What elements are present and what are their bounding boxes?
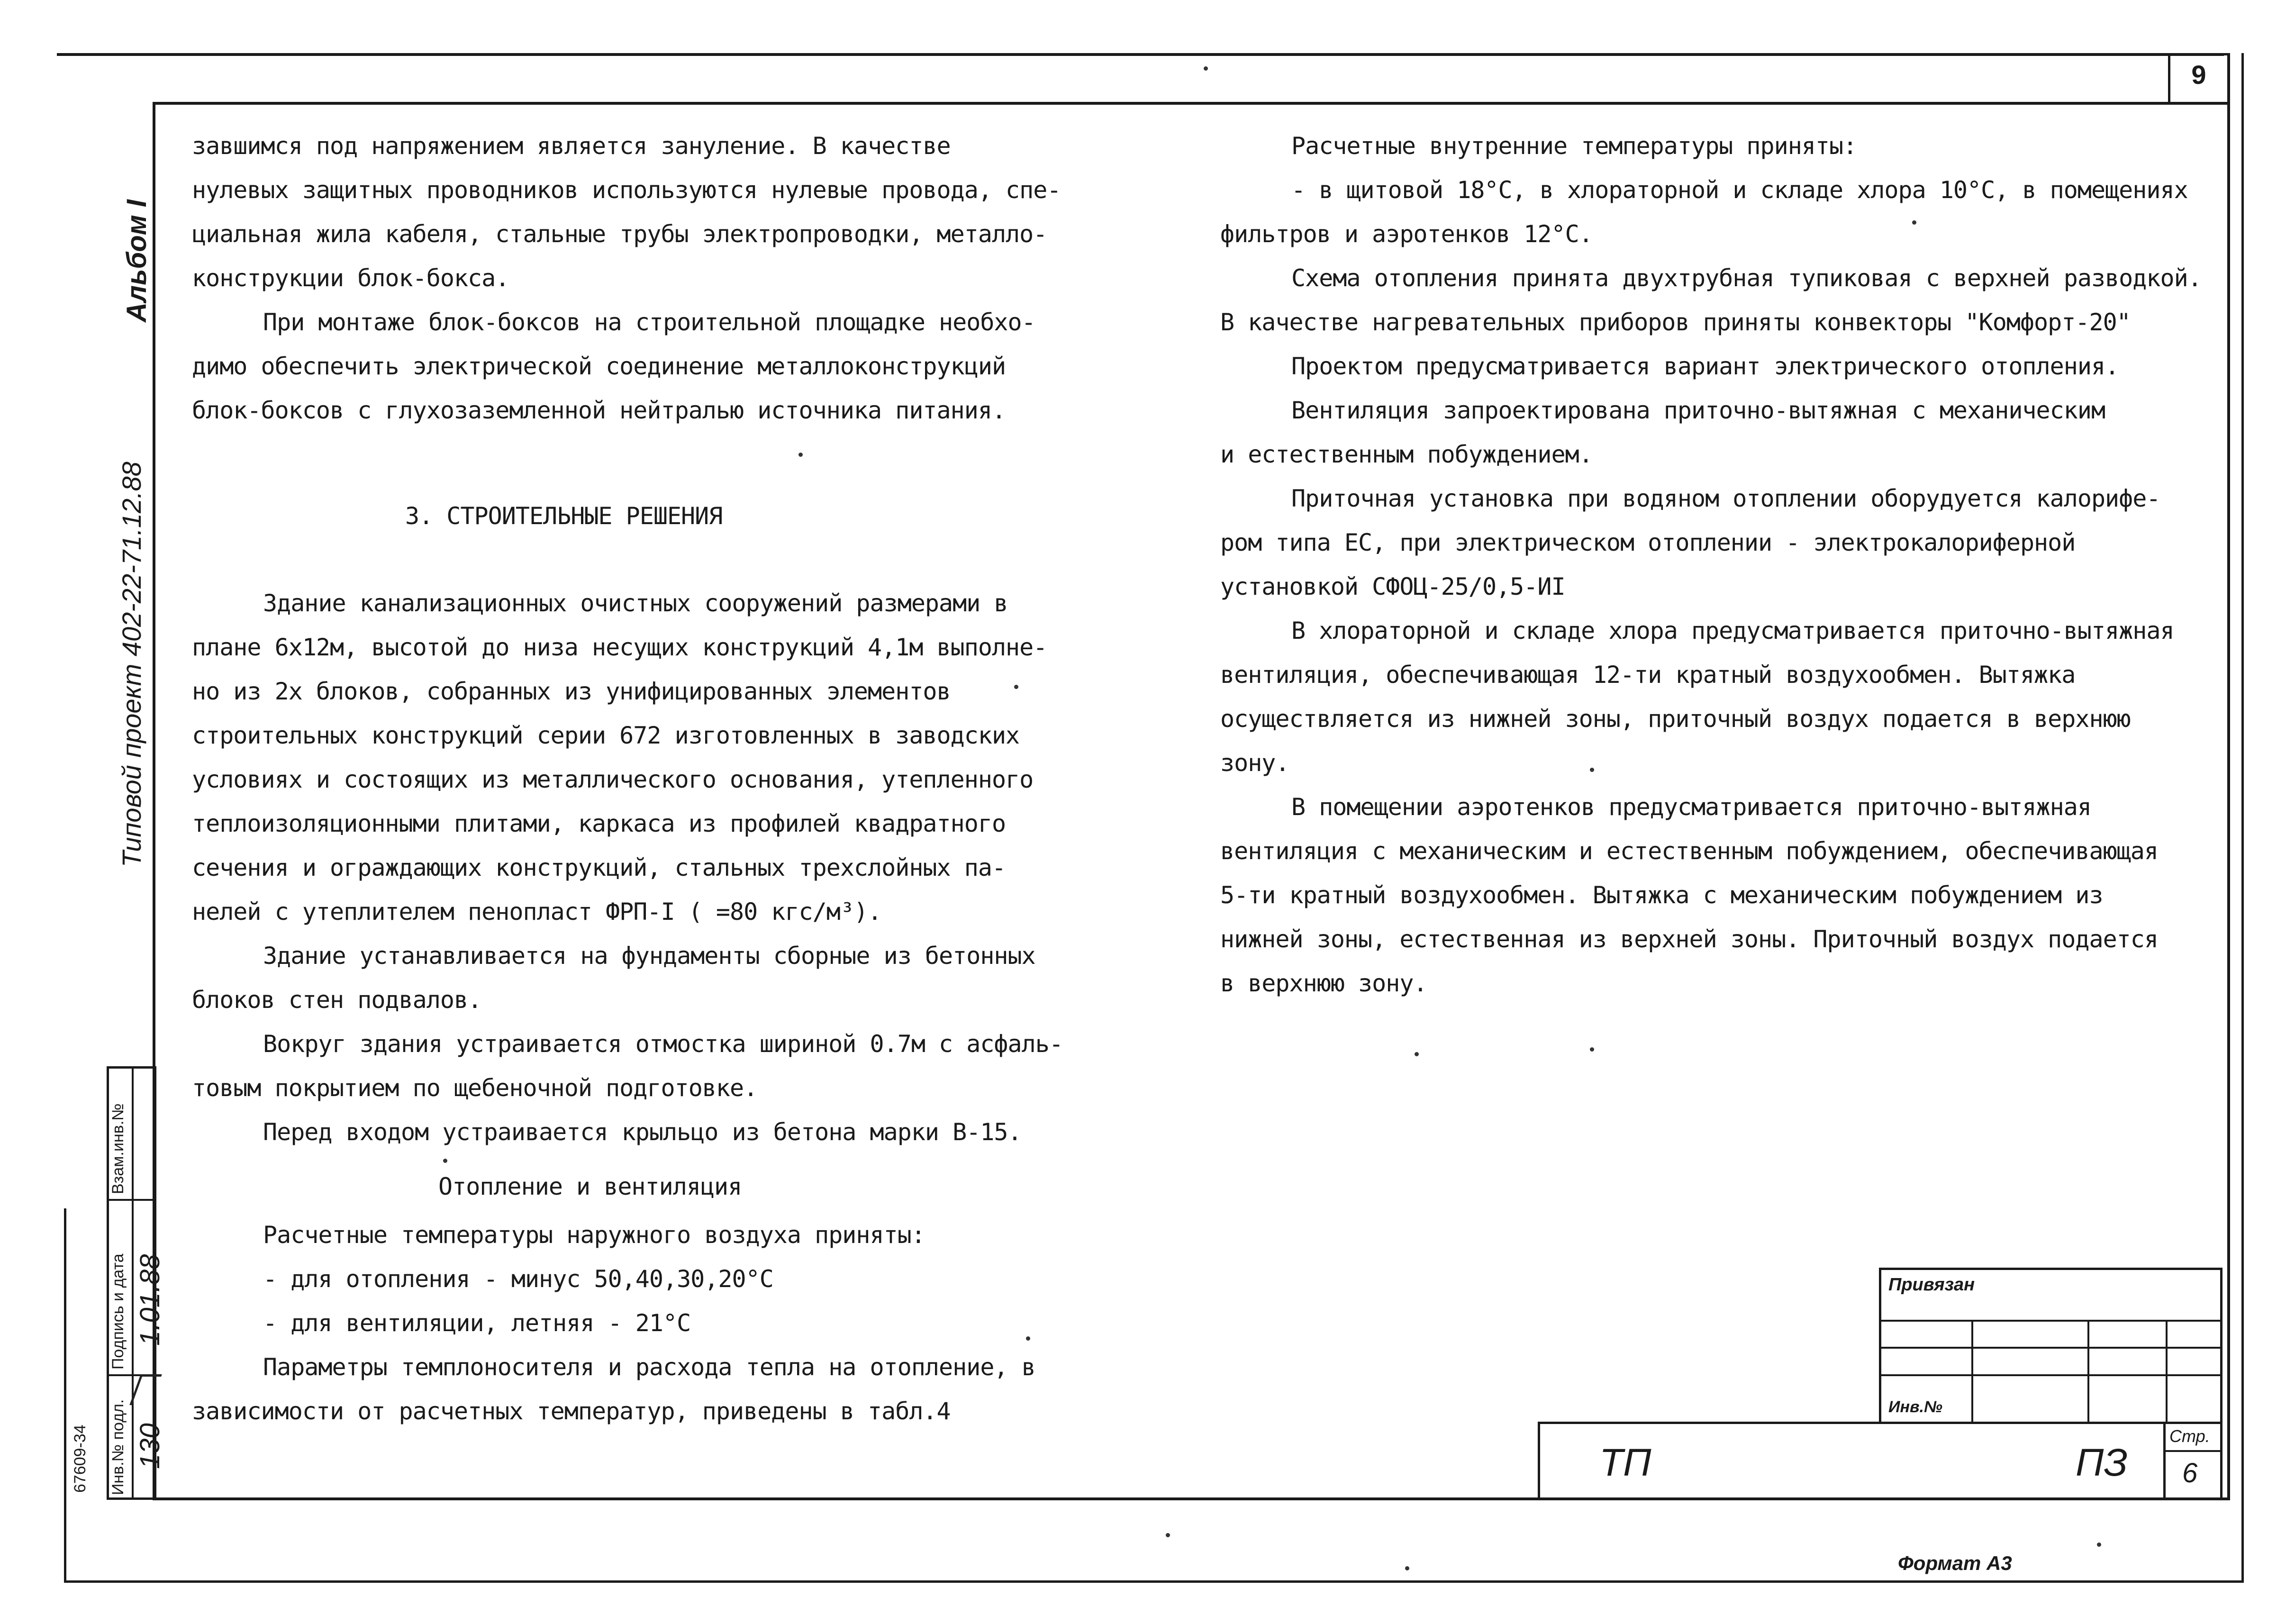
text-line: Вентиляция запроектирована приточно-вытяжная с механическим	[1291, 397, 2105, 424]
text-line: осуществляется из нижней зоны, приточный воздух подается в верхнюю	[1220, 705, 2131, 733]
frame-top-line	[153, 102, 2228, 105]
scan-speck	[1912, 220, 1916, 225]
scan-speck	[1166, 1533, 1170, 1537]
text-line: - для отопления - минус 50,40,30,20°С	[263, 1265, 773, 1293]
text-line: завшимся под напряжением является зануление. В качестве	[192, 132, 951, 160]
scan-speck	[1026, 1336, 1030, 1341]
sheet-left-line	[64, 1208, 66, 1583]
text-line: - для вентиляции, летняя - 21°С	[263, 1309, 691, 1337]
text-line: ром типа ЕС, при электрическом отоплении - электрокалориферной	[1220, 529, 2076, 556]
side-stamp-divider	[132, 1066, 134, 1500]
sheet-number: 6	[2182, 1458, 2198, 1488]
album-label: Альбом I	[121, 200, 152, 322]
privyazan-row-sep-2	[1879, 1347, 2222, 1349]
stamp-label-signature: Подпись и дата	[109, 1253, 127, 1370]
text-line: нулевых защитных проводников используются нулевые провода, спе-	[192, 176, 1061, 204]
text-line: Расчетные внутренние температуры приняты:	[1291, 132, 1857, 160]
scan-speck	[443, 1159, 447, 1163]
text-line: блоков стен подвалов.	[192, 986, 482, 1014]
text-line: нижней зоны, естественная из верхней зоны. Приточный воздух подается	[1220, 925, 2158, 953]
scan-speck	[1415, 1052, 1419, 1056]
format-label: Формат А3	[1898, 1552, 2012, 1574]
text-line: вентиляция, обеспечивающая 12-ти кратный воздухообмен. Вытяжка	[1220, 661, 2076, 689]
text-line: но из 2х блоков, собранных из унифицированных элементов	[192, 678, 951, 705]
scan-speck	[1204, 66, 1208, 71]
text-line: вентиляция с механическим и естественным побуждением, обеспечивающая	[1220, 837, 2158, 865]
text-line: зону.	[1220, 749, 1289, 777]
text-line: Расчетные температуры наружного воздуха приняты:	[263, 1221, 925, 1249]
stamp-date: 1.01.88	[135, 1254, 165, 1346]
heating-body	[192, 1213, 1035, 1433]
privyazan-col-sep-1	[1971, 1320, 1973, 1424]
scan-speck	[1014, 685, 1018, 689]
text-line: При монтаже блок-боксов на строительной площадке необхо-	[263, 308, 1035, 336]
text-line: плане 6х12м, высотой до низа несущих конструкций 4,1м выполне-	[192, 634, 1047, 661]
text-line: конструкции блок-бокса.	[192, 264, 509, 292]
sheet-label-sep	[2163, 1450, 2222, 1452]
text-line: Параметры темплоносителя и расхода тепла на отопление, в	[263, 1353, 1035, 1381]
scan-speck	[1590, 768, 1594, 772]
main-stamp-col-sep	[2163, 1422, 2166, 1500]
privyazan-col-sep-3	[2166, 1320, 2168, 1424]
text-line: блок-боксов с глухозаземленной нейтралью источника питания.	[192, 397, 1006, 424]
text-line: Схема отопления принята двухтрубная тупиковая с верхней разводкой.	[1291, 264, 2202, 292]
bottom-code: 67609-34	[71, 1424, 89, 1493]
text-line: циальная жила кабеля, стальные трубы электропроводки, металло-	[192, 220, 1047, 248]
text-line: В хлораторной и складе хлора предусматривается приточно-вытяжная	[1291, 617, 2174, 644]
frame-right-line	[2227, 53, 2230, 1498]
text-line: Перед входом устраивается крыльцо из бетона марки В-15.	[263, 1118, 1022, 1146]
side-stamp-sep-1	[107, 1199, 156, 1201]
text-line: Вокруг здания устраивается отмостка шириной 0.7м с асфаль-	[263, 1030, 1063, 1058]
text-line: фильтров и аэротенков 12°С.	[1220, 220, 1593, 248]
privyazan-col-sep-2	[2087, 1320, 2089, 1424]
page-number: 9	[2191, 60, 2206, 90]
text-line: нелей с утеплителем пенопласт ФРП-I ( =80 кгс/м³).	[192, 898, 882, 925]
stamp-inv-number: 130	[135, 1423, 165, 1469]
text-line: и естественным побуждением.	[1220, 441, 1593, 468]
text-line: зависимости от расчетных температур, приведены в табл.4	[192, 1397, 951, 1425]
left-column-top	[192, 124, 1061, 433]
stamp-label-inv: Инв.№ подл.	[109, 1399, 127, 1495]
text-line: 5-ти кратный воздухообмен. Вытяжка с механическим побуждением из	[1220, 881, 2103, 909]
stamp-label-replace: Взам.инв.№	[109, 1103, 127, 1194]
text-line: условиях и состоящих из металлического основания, утепленного	[192, 766, 1034, 793]
text-line: В помещении аэротенков предусматривается приточно-вытяжная	[1291, 793, 2091, 821]
section3-body	[192, 581, 1063, 1154]
text-line: строительных конструкций серии 672 изготовленных в заводских	[192, 722, 1020, 749]
text-line: димо обеспечить электрической соединение металлоконструкций	[192, 353, 1006, 380]
section3-heading: 3. СТРОИТЕЛЬНЫЕ РЕШЕНИЯ	[405, 502, 723, 530]
privyazan-row-sep-3	[1879, 1374, 2222, 1376]
heating-heading: Отопление и вентиляция	[438, 1173, 742, 1200]
inv-label: Инв.№	[1888, 1398, 1942, 1416]
sheet-bottom-line	[64, 1580, 2244, 1583]
code-left: ТП	[1599, 1441, 1651, 1484]
privyazan-row-sep-1	[1879, 1320, 2222, 1322]
right-column	[1220, 124, 2202, 1006]
text-line: В качестве нагревательных приборов приняты конвекторы "Комфорт-20"	[1220, 308, 2131, 336]
text-line: - в щитовой 18°С, в хлораторной и складе хлора 10°С, в помещениях	[1291, 176, 2188, 204]
code-right: ПЗ	[2076, 1441, 2128, 1484]
project-label: Типовой проект 402-22-71.12.88	[117, 462, 146, 867]
text-line: Здание канализационных очистных сооружений размерами в	[263, 590, 1008, 617]
scan-speck	[1590, 1047, 1594, 1052]
text-line: Проектом предусматривается вариант электрического отопления.	[1291, 353, 2119, 380]
scan-speck	[798, 453, 803, 457]
scan-speck	[2097, 1542, 2101, 1547]
text-line: в верхнюю зону.	[1220, 970, 1427, 997]
privyazan-label: Привязан	[1888, 1275, 1975, 1295]
text-line: товым покрытием по щебеночной подготовке.	[192, 1074, 758, 1102]
sheet-right-line	[2241, 53, 2244, 1583]
sheet-label: Стр.	[2169, 1426, 2210, 1446]
text-line: сечения и ограждающих конструкций, стальных трехслойных па-	[192, 854, 1006, 881]
text-line: установкой СФОЦ-25/0,5-ИI	[1220, 573, 1565, 600]
text-line: теплоизоляционными плитами, каркаса из профилей квадратного	[192, 810, 1006, 837]
text-line: Приточная установка при водяном отоплении оборудуется калорифе-	[1291, 485, 2160, 512]
scan-speck	[1405, 1566, 1409, 1570]
text-line: Здание устанавливается на фундаменты сборные из бетонных	[263, 942, 1035, 970]
top-outer-line	[57, 53, 2224, 56]
